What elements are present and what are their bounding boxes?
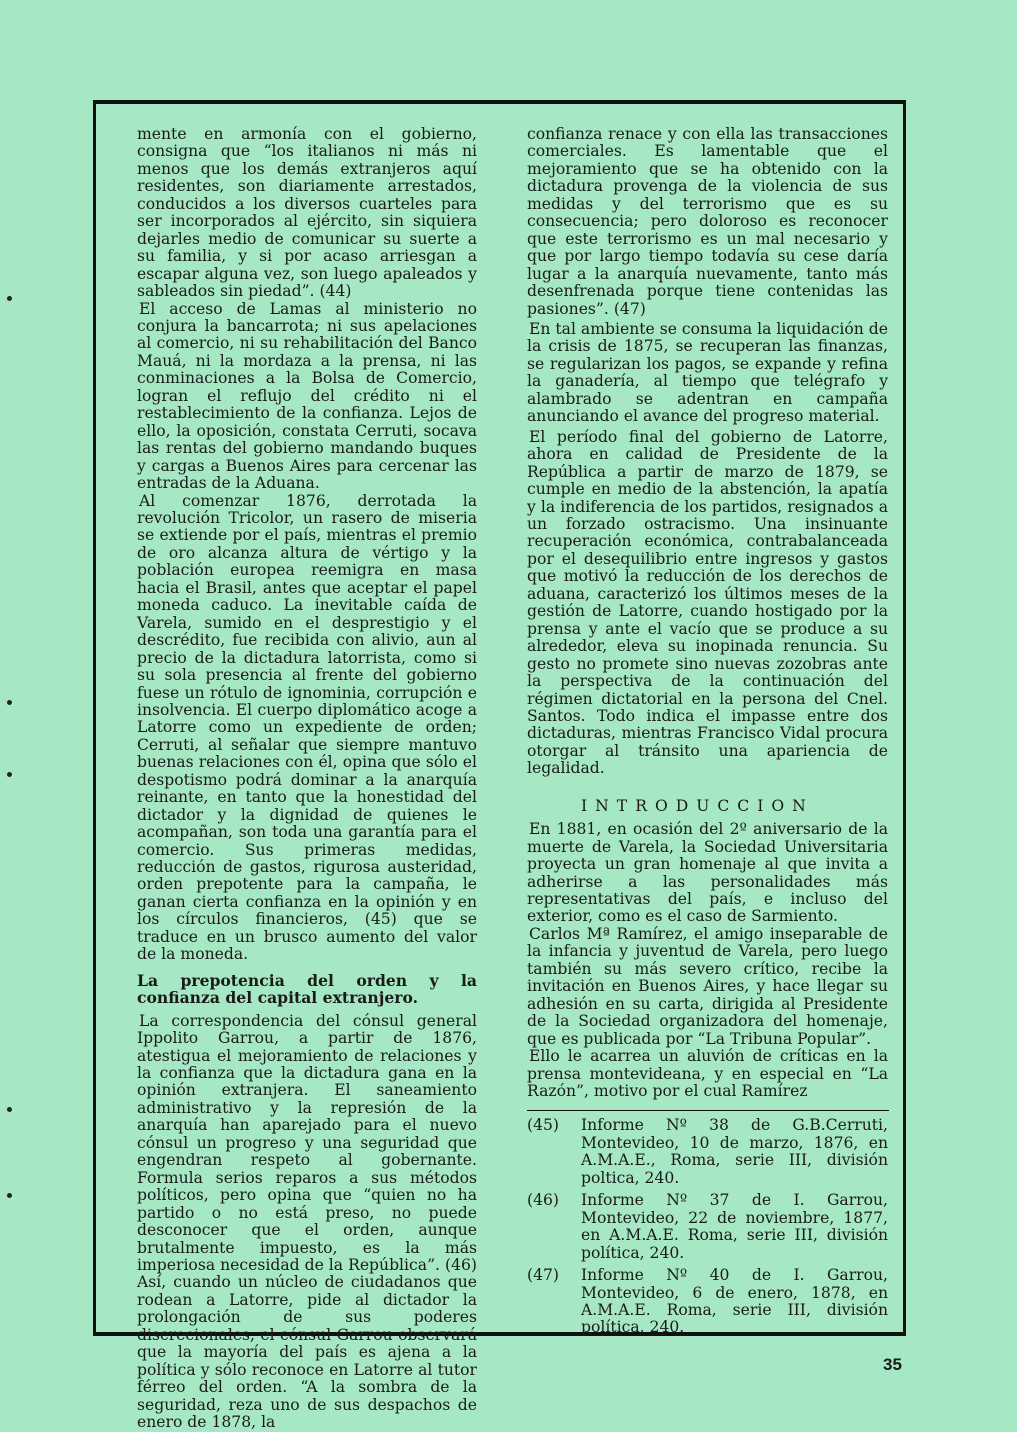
left-column — [137, 126, 477, 1432]
paragraph: La correspondencia del cónsul general Ippolito Garrou, a partir de 1876, atestigua el mejoramiento de relaciones y la confianza que la dictadura gana en la opinión extranjera. El saneamiento administrativo y la represión de la anarquía han aparejado para el nuevo cónsul un progreso y una seguridad que engendran respeto al gobernante. Formula serios reparos a sus métodos políticos, pero opina que “quien no ha partido o no está preso, no puede desconocer que el orden, aunque brutalmente impuesto, es la más imperiosa necesidad de la República”. (46) Así, cuando un núcleo de ciudadanos que rodean a Latorre, pide al dictador la prolongación de sus poderes discrecionales, el cónsul Garrou observará que la mayoría del país es ajena a la política y sólo reconoce en Latorre al tutor férreo del orden. “A la sombra de la seguridad, reza uno de sus despachos de enero de 1878, la — [137, 1011, 477, 1432]
paragraph: En tal ambiente se consuma la liquidación de la crisis de 1875, se recuperan las finanzas, se regularizan los pagos, se expande y refina la ganadería, al tiempo que telégrafo y alambrado se adentran en campaña anunciando el avance del progreso material. — [527, 319, 888, 426]
footnote — [527, 1117, 888, 1187]
paragraph: El acceso de Lamas al ministerio no conjura la bancarrota; ni sus apelaciones al comercio, ni su rehabilitación del Banco Mauá, ni la mordaza a la prensa, ni las conminaciones a la Bolsa de Comercio, logran el reflujo del crédito ni el restablecimiento de la confianza. Lejos de ello, la oposición, constata Cerruti, socava las rentas del gobierno mandando buques y cargas a Buenos Aires para cercenar las entradas de la Aduana. — [137, 299, 477, 493]
page-number: 35 — [883, 1355, 902, 1374]
margin-mark — [7, 700, 12, 705]
section-subheading: La prepotencia del orden y la confianza del capital extranjero. — [137, 970, 477, 1008]
paragraph: mente en armonía con el gobierno, consigna que “los italianos ni más ni menos que los demás extranjeros aquí residentes, son diariamente arrestados, conducidos a los diversos cuarteles para ser incorporados al ejército, sin siquiera dejarles medio de comunicar su suerte a su familia, y si por acaso arriesgan a escapar alguna vez, son luego apaleados y sableados sin piedad”. (44) — [137, 125, 477, 301]
margin-mark — [7, 1107, 12, 1112]
footnote — [527, 1192, 888, 1262]
footnote-number: (47) — [527, 1266, 560, 1285]
section-title: INTRODUCCION — [581, 796, 814, 815]
margin-mark — [7, 296, 12, 301]
paragraph: El período final del gobierno de Latorre, ahora en calidad de Presidente de la República a partir de marzo de 1879, se cumple en medio de la abstención, la apatía y la indiferencia de los partidos, resignados a un forzado ostracismo. Una insinuante recuperación económica, contrabalanceada por el desequilibrio entre ingresos y gastos que motivó la reducción de los derechos de aduana, caracterizó los últimos meses de la gestión de Latorre, cuando hostigado por la prensa y ante el vacío que se produce a su alrededor, eleva su inopinada renuncia. Su gesto no promete sino nuevas zozobras ante la perspectiva de la continuación del régimen dictatorial en la persona del Cnel. Santos. Todo indica el impasse entre dos dictaduras, mientras Francisco Vidal procura otorgar al tránsito una apariencia de legalidad. — [527, 427, 888, 778]
footnote-text: Informe Nº 38 de G.B.Cerruti, Montevideo, 10 de marzo, 1876, en A.M.A.E., Roma, serie III, división poltica, 240. — [581, 1116, 888, 1187]
margin-mark — [7, 1193, 12, 1198]
paragraph: confianza renace y con ella las transacciones comerciales. Es lamentable que el mejoramiento que se ha obtenido con la dictadura provenga de la violencia de sus medidas y del terrorismo que es su consecuencia; pero doloroso es reconocer que este terrorismo es un mal necesario y que por largo tiempo todavía su cese daría lugar a la anarquía nuevamente, tanto más desenfrenada porque tiene contenidas las pasiones”. (47) — [527, 125, 888, 318]
paragraph: En 1881, en ocasión del 2º aniversario de la muerte de Varela, la Sociedad Universitaria proyecta un gran homenaje al que invita a adherirse a las personalidades más representativas del país, e incluso del exterior, como es el caso de Sarmiento. — [527, 820, 888, 926]
right-column — [527, 126, 888, 1342]
footnote-text: Informe Nº 40 de I. Garrou, Montevideo, 6 de enero, 1878, en A.M.A.E. Roma, serie III, división política, 240. — [581, 1266, 888, 1337]
footnote-number: (46) — [527, 1191, 560, 1210]
footnote — [527, 1267, 888, 1337]
footnote-divider — [527, 1110, 889, 1111]
margin-mark — [7, 772, 12, 777]
paragraph: Al comenzar 1876, derrotada la revolución Tricolor, un rasero de miseria se extiende por el país, mientras el premio de oro alcanza altura de vértigo y la población europea reemigra en masa hacia el Brasil, antes que aceptar el papel moneda caduco. La inevitable caída de Varela, sumido en el desprestigio y el descrédito, fue recibida con alivio, aun al precio de la dictadura latorrista, como si su sola presencia al frente del gobierno fuese un rótulo de ignominia, corrupción e insolvencia. El cuerpo diplomático acoge a Latorre como un expediente de orden; Cerruti, al señalar que siempre mantuvo buenas relaciones con él, opina que sólo el despotismo podrá dominar a la anarquía reinante, en tanto que la honestidad del dictador y la dignidad de quienes le acompañan, son toda una garantía para el comercio. Sus primeras medidas, reducción de gastos, rigurosa austeridad, orden prepotente para la campaña, le ganan cierta confianza en la opinión y en los círculos financieros, (45) que se traduce en un brusco aumento del valor de la moneda. — [137, 491, 477, 964]
paragraph: Carlos Mª Ramírez, el amigo inseparable de la infancia y juventud de Varela, pero luego también su más severo crítico, recibe la invitación en Buenos Aires, y hace llegar su adhesión en su carta, dirigida al Presidente de la Sociedad organizadora del homenaje, que es publicada por “La Tribuna Popular”. — [527, 924, 888, 1048]
footnote-text: Informe Nº 37 de I. Garrou, Montevideo, 22 de noviembre, 1877, en A.M.A.E. Roma, serie III, división política, 240. — [581, 1191, 888, 1262]
paragraph: Ello le acarrea un aluvión de críticas en la prensa montevideana, y en especial en “La Razón”, motivo por el cual Ramírez — [527, 1047, 888, 1101]
footnote-number: (45) — [527, 1116, 560, 1135]
